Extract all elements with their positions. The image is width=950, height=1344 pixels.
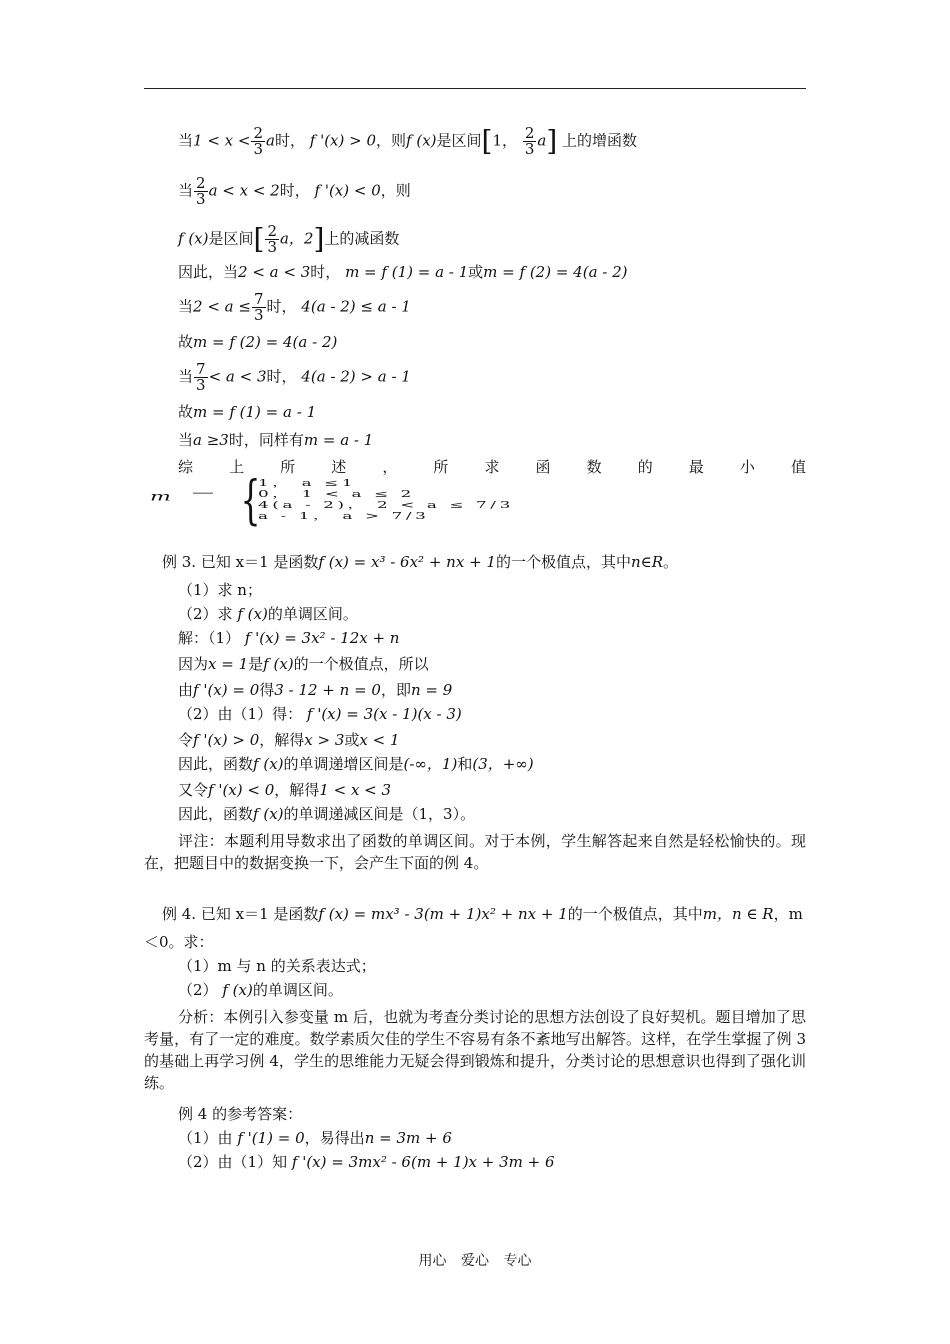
example-4-question-2: （2） f (x)的单调区间。 [178,981,343,999]
solution-step-3: 由f '(x) = 0得3 - 12 + n = 0，即n = 9 [178,681,453,699]
decreasing-interval-line: f (x)是区间[ $\frac{2}{3}$ a，2]上的减函数 [178,222,400,256]
solution-step-7: 又令f '(x) < 0，解得1 < x < 3 [178,781,392,799]
piecewise-row: a - 1， a > 7/3 [258,510,430,522]
case-a-gt-7-3-line: 当 $\frac{7}{3}$ < a < 3时， 4(a - 2) > a - 1 [178,360,411,394]
solution-step-6: 因此，函数f (x)的单调递增区间是(-∞，1)和(3，+∞) [178,755,534,773]
header-rule [144,88,806,89]
example-4-analysis: 分析：本例引入参变量 m 后，也就为考查分类讨论的思想方法创设了良好契机。题目增加了思考量，有了一定的难度。数学素质欠佳的学生不容易有条不紊地写出解答。这样，在学生掌握了例 3 的基础上再学习例 4，学生的思维能力无疑会得到锻炼和提升，分类讨论的思想意识也得到了强化训练。 [144,1008,806,1092]
example-3-comment: 评注：本题利用导数求出了函数的单调区间。对于本例，学生解答起来自然是轻松愉快的。现在，把题目中的数据变换一下，会产生下面的例 4。 [144,832,806,872]
example-4-question-1: （1）m 与 n 的关系表达式； [178,957,376,975]
case-decreasing-line: 当 $\frac{2}{3}$ a < x < 2时， f '(x) < 0，则 [178,174,411,208]
conclusion-line-2: 故m = f (1) = a - 1 [178,403,317,421]
solution-step-2: 因为x = 1是f (x)的一个极值点，所以 [178,655,429,673]
piecewise-row: 4(a - 2)， 2 < a ≤ 7/3 [258,499,514,511]
summary-spread-line: 综 上 所 述 ， 所 求 函 数 的 最 小 值 [178,458,806,476]
piecewise-row: 0， 1 < a ≤ 2 [258,488,415,500]
case-a-le-7-3-line: 当2 < a ≤ $\frac{7}{3}$ 时， 4(a - 2) ≤ a - 1 [178,290,411,324]
example-4-reference-heading: 例 4 的参考答案： [178,1105,303,1123]
solution-step-8: 因此，函数f (x)的单调递减区间是（1，3）。 [178,805,476,823]
piecewise-row: 1， a ≤1 [258,477,357,489]
solution-step-4: （2）由（1）得： f '(x) = 3(x - 1)(x - 3) [178,705,462,723]
example-4-answer-2: （2）由（1）知 f '(x) = 3mx² - 6(m + 1)x + 3m + 6 [178,1153,555,1171]
example-4-title-cont: ＜0。求： [144,933,214,951]
solution-step-5: 令f '(x) > 0，解得x > 3或x < 1 [178,731,400,749]
example-3-question-1: （1）求 n； [178,581,262,599]
case-increasing-line: 当1 < x < $\frac{2}{3}$ a时， f '(x) > 0，则f (x)是区间[1， $\frac{2}{3}$ a] 上的增函数 [178,124,638,158]
page-footer: 用心 爱心 专心 [418,1253,532,1269]
case-a-ge-3-line: 当a ≥3时，同样有m = a - 1 [178,431,374,449]
conclusion-line-1: 故m = f (2) = 4(a - 2) [178,333,338,351]
piecewise-formula: m — { 1， a ≤1 0， 1 < a ≤ 2 4(a - 2)， 2 < a ≤ 7/3 a - 1， a > 7/3 [150,471,514,531]
solution-step-1: 解：（1） f '(x) = 3x² - 12x + n [178,629,400,647]
therefore-line: 因此，当2 < a < 3时， m = f (1) = a - 1或m = f (2) = 4(a - 2) [178,263,628,281]
example-3-title: 例 3. 已知 x＝1 是函数f (x) = x³ - 6x² + nx + 1的一个极值点，其中n∈R。 [162,553,679,571]
example-4-title: 例 4. 已知 x＝1 是函数f (x) = mx³ - 3(m + 1)x² + nx + 1的一个极值点，其中m，n ∈ R，m [162,905,803,923]
example-4-answer-1: （1）由 f '(1) = 0，易得出n = 3m + 6 [178,1129,452,1147]
example-3-question-2: （2）求 f (x)的单调区间。 [178,605,358,623]
